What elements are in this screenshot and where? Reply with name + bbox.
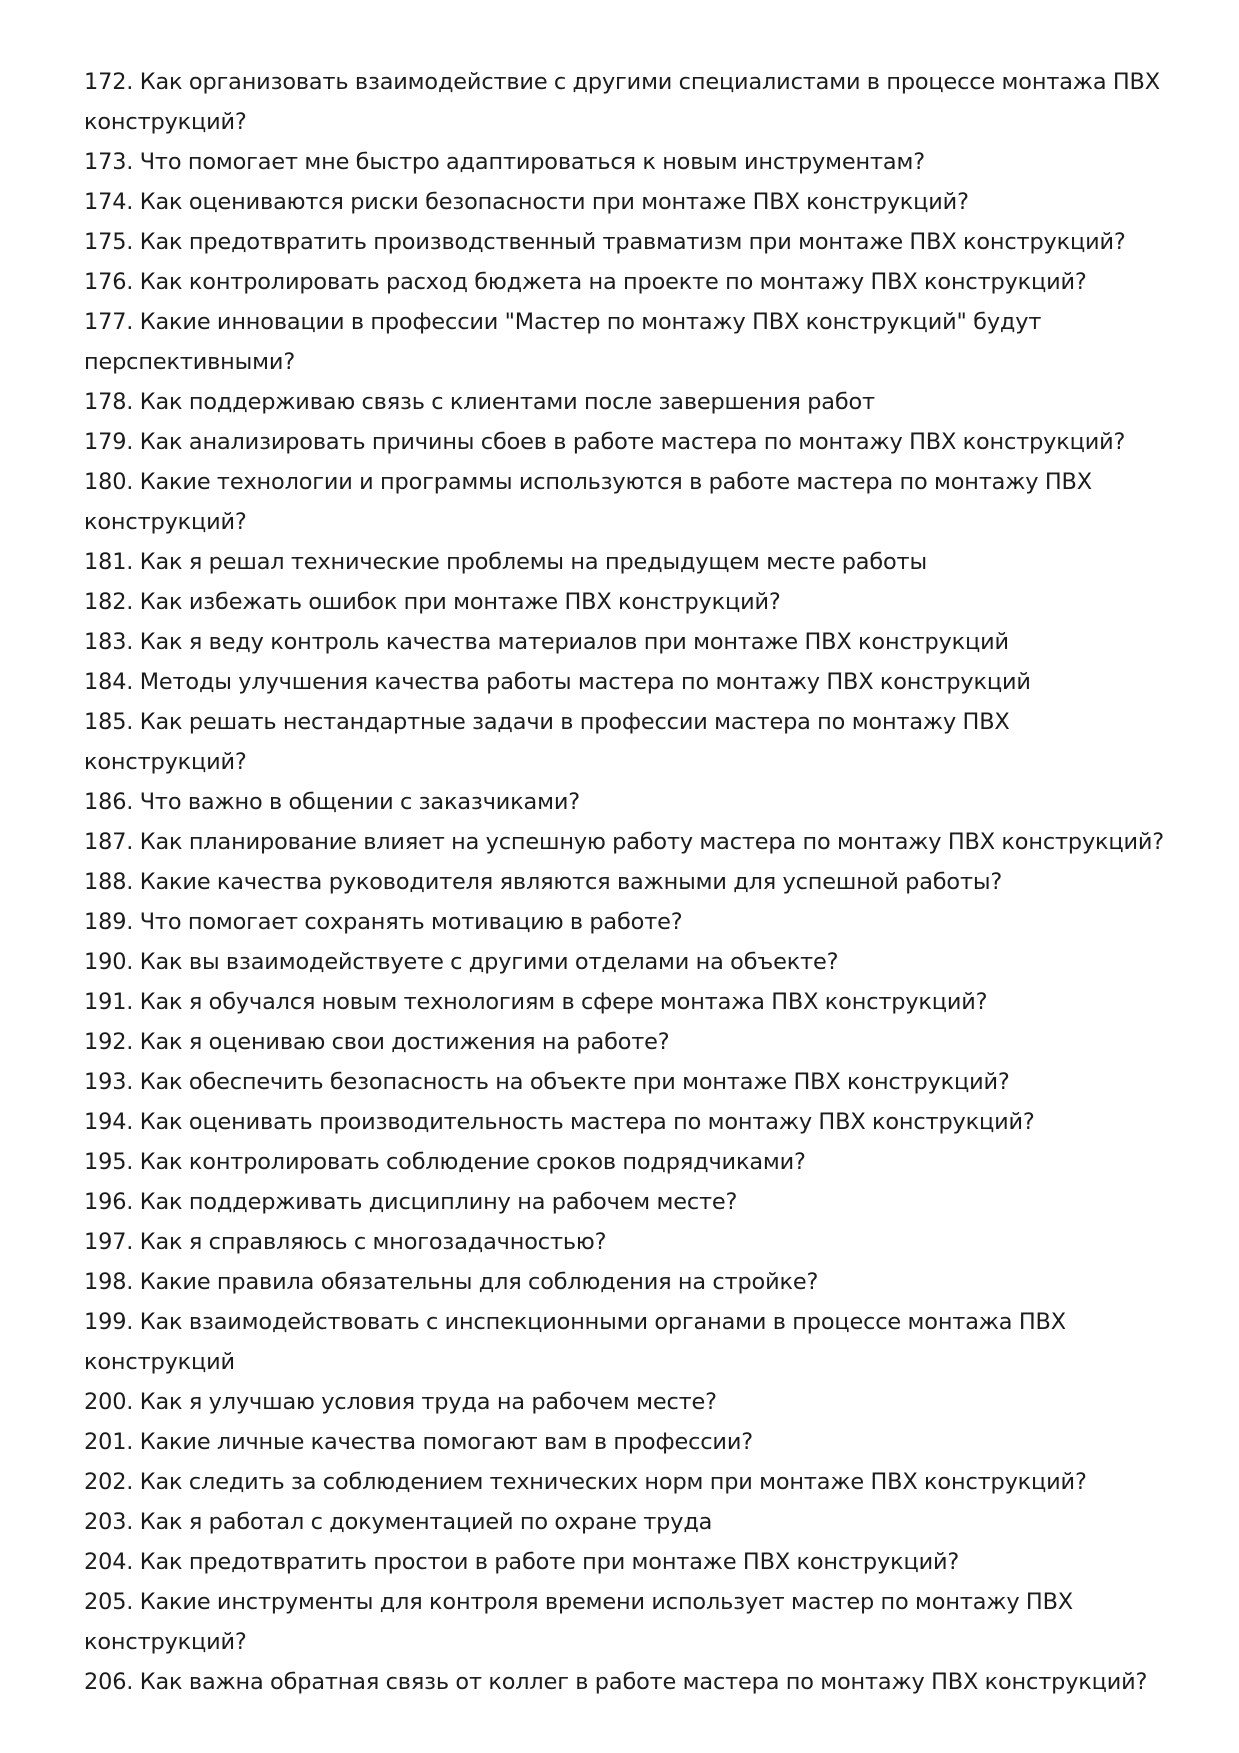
list-item — [84, 542, 1174, 582]
list-item — [84, 982, 1174, 1022]
list-item — [84, 1422, 1174, 1462]
question-text: Как поддерживать дисциплину на рабочем месте? — [139, 1189, 738, 1215]
question-text: Как контролировать соблюдение сроков подрядчиками? — [139, 1149, 806, 1175]
question-number: 203. — [84, 1509, 134, 1535]
list-item — [84, 822, 1174, 862]
list-item — [84, 1382, 1174, 1422]
list-item — [84, 1502, 1174, 1542]
question-number: 179. — [84, 429, 134, 455]
list-item — [84, 1302, 1174, 1382]
question-text: Как контролировать расход бюджета на проекте по монтажу ПВХ конструкций? — [139, 269, 1087, 295]
list-item — [84, 862, 1174, 902]
question-number: 200. — [84, 1389, 134, 1415]
question-text: Как я решал технические проблемы на предыдущем месте работы — [139, 549, 927, 575]
list-item — [84, 1022, 1174, 1062]
question-text: Как предотвратить простои в работе при монтаже ПВХ конструкций? — [139, 1549, 960, 1575]
question-text: Что помогает сохранять мотивацию в работе? — [139, 909, 683, 935]
list-item — [84, 622, 1174, 662]
list-item — [84, 142, 1174, 182]
question-text: Как решать нестандартные задачи в профессии мастера по монтажу ПВХ конструкций? — [84, 709, 1010, 775]
list-item — [84, 262, 1174, 302]
question-number: 177. — [84, 309, 134, 335]
question-text: Как я улучшаю условия труда на рабочем месте? — [139, 1389, 717, 1415]
question-number: 182. — [84, 589, 134, 615]
question-number: 202. — [84, 1469, 134, 1495]
question-text: Как я справляюсь с многозадачностью? — [139, 1229, 607, 1255]
list-item — [84, 1462, 1174, 1502]
question-text: Какие технологии и программы используются в работе мастера по монтажу ПВХ конструкций? — [84, 469, 1092, 535]
question-number: 195. — [84, 1149, 134, 1175]
question-number: 176. — [84, 269, 134, 295]
question-number: 172. — [84, 69, 134, 95]
list-item — [84, 942, 1174, 982]
list-item — [84, 1222, 1174, 1262]
question-number: 193. — [84, 1069, 134, 1095]
question-number: 188. — [84, 869, 134, 895]
question-number: 204. — [84, 1549, 134, 1575]
list-item — [84, 662, 1174, 702]
question-text: Какие инструменты для контроля времени использует мастер по монтажу ПВХ конструкций? — [84, 1589, 1073, 1655]
question-text: Что важно в общении с заказчиками? — [139, 789, 580, 815]
question-text: Какие инновации в профессии "Мастер по монтажу ПВХ конструкций" будут перспективными? — [84, 309, 1042, 375]
question-number: 190. — [84, 949, 134, 975]
question-number: 183. — [84, 629, 134, 655]
question-number: 206. — [84, 1669, 134, 1695]
question-text: Как планирование влияет на успешную работу мастера по монтажу ПВХ конструкций? — [139, 829, 1165, 855]
list-item — [84, 222, 1174, 262]
question-number: 184. — [84, 669, 134, 695]
question-text: Какие качества руководителя являются важными для успешной работы? — [139, 869, 1003, 895]
question-text: Какие правила обязательны для соблюдения на стройке? — [139, 1269, 819, 1295]
question-number: 192. — [84, 1029, 134, 1055]
question-text: Как я работал с документацией по охране труда — [139, 1509, 713, 1535]
question-number: 194. — [84, 1109, 134, 1135]
question-number: 186. — [84, 789, 134, 815]
question-number: 187. — [84, 829, 134, 855]
question-text: Как поддерживаю связь с клиентами после завершения работ — [139, 389, 875, 415]
question-text: Как я веду контроль качества материалов при монтаже ПВХ конструкций — [139, 629, 1009, 655]
question-number: 185. — [84, 709, 134, 735]
question-number: 175. — [84, 229, 134, 255]
question-number: 180. — [84, 469, 134, 495]
question-number: 205. — [84, 1589, 134, 1615]
question-text: Как я обучался новым технологиям в сфере монтажа ПВХ конструкций? — [139, 989, 988, 1015]
question-text: Как важна обратная связь от коллег в работе мастера по монтажу ПВХ конструкций? — [139, 1669, 1148, 1695]
question-text: Как вы взаимодействуете с другими отделами на объекте? — [139, 949, 839, 975]
list-item — [84, 1102, 1174, 1142]
question-text: Как я оцениваю свои достижения на работе? — [139, 1029, 670, 1055]
question-number: 199. — [84, 1309, 134, 1335]
question-text: Как обеспечить безопасность на объекте при монтаже ПВХ конструкций? — [139, 1069, 1010, 1095]
question-number: 173. — [84, 149, 134, 175]
question-text: Как взаимодействовать с инспекционными органами в процессе монтажа ПВХ конструкций — [84, 1309, 1066, 1375]
list-item — [84, 902, 1174, 942]
question-text: Как организовать взаимодействие с другими специалистами в процессе монтажа ПВХ конструкций? — [84, 69, 1160, 135]
list-item — [84, 702, 1174, 782]
question-list — [84, 62, 1174, 1702]
question-number: 174. — [84, 189, 134, 215]
question-text: Как предотвратить производственный травматизм при монтаже ПВХ конструкций? — [139, 229, 1126, 255]
list-item — [84, 1062, 1174, 1102]
list-item — [84, 1142, 1174, 1182]
question-text: Как анализировать причины сбоев в работе мастера по монтажу ПВХ конструкций? — [139, 429, 1126, 455]
question-text: Методы улучшения качества работы мастера по монтажу ПВХ конструкций — [139, 669, 1031, 695]
question-text: Какие личные качества помогают вам в профессии? — [139, 1429, 753, 1455]
question-number: 189. — [84, 909, 134, 935]
question-number: 197. — [84, 1229, 134, 1255]
list-item — [84, 1662, 1174, 1702]
list-item — [84, 1542, 1174, 1582]
question-text: Что помогает мне быстро адаптироваться к новым инструментам? — [139, 149, 925, 175]
question-number: 196. — [84, 1189, 134, 1215]
list-item — [84, 422, 1174, 462]
list-item — [84, 1262, 1174, 1302]
question-number: 201. — [84, 1429, 134, 1455]
list-item — [84, 382, 1174, 422]
list-item — [84, 462, 1174, 542]
list-item — [84, 62, 1174, 142]
list-item — [84, 1182, 1174, 1222]
list-item — [84, 782, 1174, 822]
question-text: Как избежать ошибок при монтаже ПВХ конструкций? — [139, 589, 781, 615]
question-text: Как следить за соблюдением технических норм при монтаже ПВХ конструкций? — [139, 1469, 1087, 1495]
question-number: 181. — [84, 549, 134, 575]
list-item — [84, 302, 1174, 382]
question-text: Как оцениваются риски безопасности при монтаже ПВХ конструкций? — [139, 189, 969, 215]
question-text: Как оценивать производительность мастера по монтажу ПВХ конструкций? — [139, 1109, 1035, 1135]
list-item — [84, 582, 1174, 622]
list-item — [84, 1582, 1174, 1662]
question-number: 198. — [84, 1269, 134, 1295]
question-number: 178. — [84, 389, 134, 415]
question-number: 191. — [84, 989, 134, 1015]
list-item — [84, 182, 1174, 222]
